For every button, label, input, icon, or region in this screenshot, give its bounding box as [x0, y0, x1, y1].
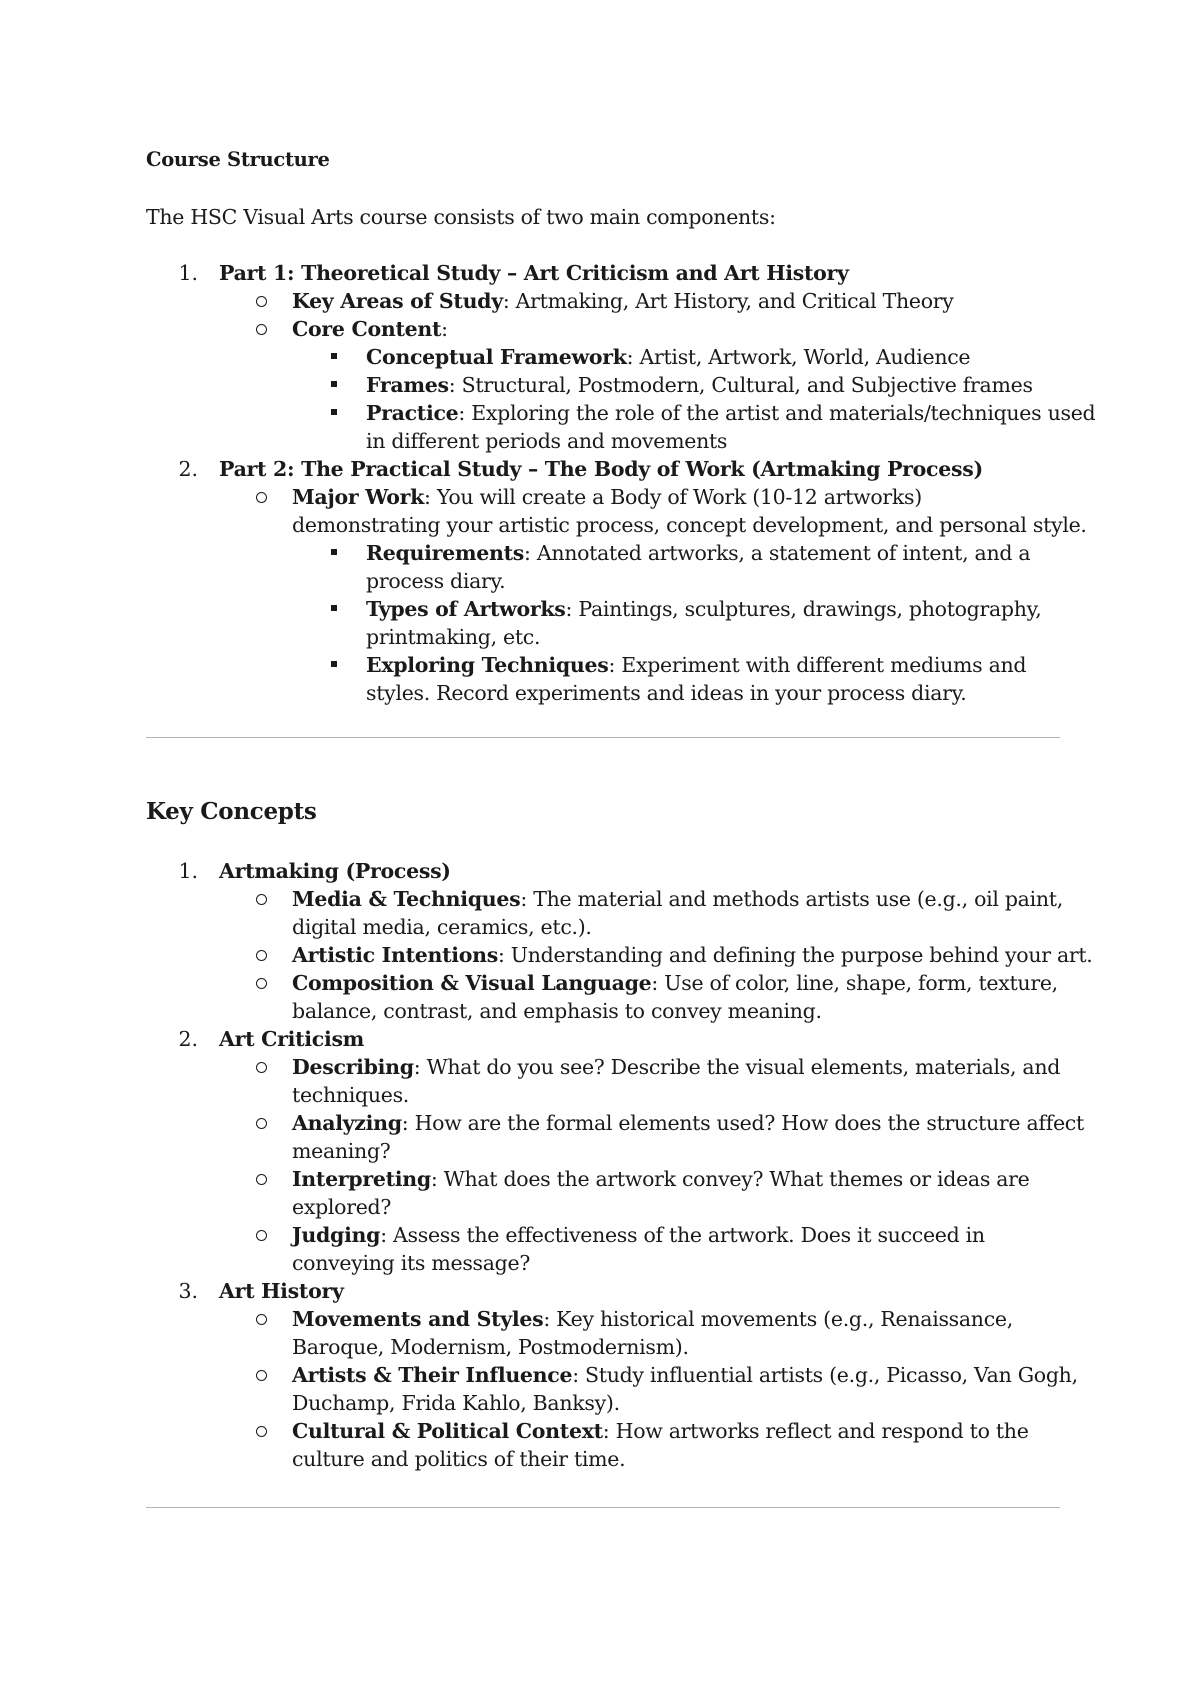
hollow-bullet-icon	[256, 1118, 267, 1129]
horizontal-divider	[146, 1507, 1060, 1508]
concept-title: Art Criticism	[219, 1027, 365, 1051]
hollow-bullet-icon	[256, 1174, 267, 1185]
list-item-continuation: balance, contrast, and emphasis to convey meaning.	[292, 999, 822, 1023]
list-item-continuation: explored?	[292, 1195, 392, 1219]
list-item-continuation: Baroque, Modernism, Postmodernism).	[292, 1335, 689, 1359]
list-item-continuation: digital media, ceramics, etc.).	[292, 915, 592, 939]
list-subitem-continuation: styles. Record experiments and ideas in your process diary.	[366, 681, 967, 705]
square-bullet-icon	[331, 381, 337, 387]
hollow-bullet-icon	[256, 1426, 267, 1437]
list-item-continuation: demonstrating your artistic process, concept development, and personal style.	[292, 513, 1087, 537]
section-heading-key-concepts: Key Concepts	[146, 798, 317, 825]
square-bullet-icon	[331, 409, 337, 415]
part-title: Part 1: Theoretical Study – Art Criticism and Art History	[219, 261, 849, 285]
hollow-bullet-icon	[256, 1230, 267, 1241]
section-heading-course-structure: Course Structure	[146, 148, 330, 171]
square-bullet-icon	[331, 353, 337, 359]
list-item: Core Content:	[292, 317, 448, 341]
list-item-continuation: techniques.	[292, 1083, 410, 1107]
hollow-bullet-icon	[256, 1062, 267, 1073]
list-subitem: Frames: Structural, Postmodern, Cultural, and Subjective frames	[366, 373, 1033, 397]
list-number: 2.	[178, 457, 198, 481]
square-bullet-icon	[331, 661, 337, 667]
list-subitem: Practice: Exploring the role of the artist and materials/techniques used	[366, 401, 1096, 425]
list-item: Major Work: You will create a Body of Work (10-12 artworks)	[292, 485, 922, 509]
list-subitem-continuation: printmaking, etc.	[366, 625, 541, 649]
hollow-bullet-icon	[256, 950, 267, 961]
square-bullet-icon	[331, 549, 337, 555]
concept-title: Artmaking (Process)	[219, 859, 451, 883]
hollow-bullet-icon	[256, 492, 267, 503]
hollow-bullet-icon	[256, 894, 267, 905]
list-number: 3.	[178, 1279, 198, 1303]
list-number: 1.	[178, 261, 198, 285]
list-item: Key Areas of Study: Artmaking, Art History, and Critical Theory	[292, 289, 954, 313]
list-number: 2.	[178, 1027, 198, 1051]
part-title: Part 2: The Practical Study – The Body of Work (Artmaking Process)	[219, 457, 983, 481]
list-item: Analyzing: How are the formal elements used? How does the structure affect	[292, 1111, 1084, 1135]
list-number: 1.	[178, 859, 198, 883]
list-item-continuation: culture and politics of their time.	[292, 1447, 626, 1471]
list-item: Interpreting: What does the artwork convey? What themes or ideas are	[292, 1167, 1030, 1191]
hollow-bullet-icon	[256, 1314, 267, 1325]
list-subitem: Exploring Techniques: Experiment with different mediums and	[366, 653, 1027, 677]
list-subitem-continuation: process diary.	[366, 569, 506, 593]
list-subitem: Conceptual Framework: Artist, Artwork, World, Audience	[366, 345, 971, 369]
list-item: Describing: What do you see? Describe the visual elements, materials, and	[292, 1055, 1061, 1079]
list-item-continuation: Duchamp, Frida Kahlo, Banksy).	[292, 1391, 620, 1415]
list-item: Artistic Intentions: Understanding and defining the purpose behind your art.	[292, 943, 1093, 967]
horizontal-divider	[146, 737, 1060, 738]
list-subitem: Requirements: Annotated artworks, a statement of intent, and a	[366, 541, 1031, 565]
list-subitem-continuation: in different periods and movements	[366, 429, 728, 453]
list-item-continuation: meaning?	[292, 1139, 391, 1163]
hollow-bullet-icon	[256, 296, 267, 307]
hollow-bullet-icon	[256, 324, 267, 335]
list-item: Movements and Styles: Key historical movements (e.g., Renaissance,	[292, 1307, 1013, 1331]
intro-paragraph: The HSC Visual Arts course consists of two main components:	[146, 205, 776, 229]
list-item-continuation: conveying its message?	[292, 1251, 531, 1275]
list-item: Artists & Their Influence: Study influential artists (e.g., Picasso, Van Gogh,	[292, 1363, 1078, 1387]
list-subitem: Types of Artworks: Paintings, sculptures, drawings, photography,	[366, 597, 1042, 621]
hollow-bullet-icon	[256, 1370, 267, 1381]
list-item: Judging: Assess the effectiveness of the artwork. Does it succeed in	[292, 1223, 985, 1247]
concept-title: Art History	[219, 1279, 344, 1303]
list-item: Cultural & Political Context: How artworks reflect and respond to the	[292, 1419, 1029, 1443]
square-bullet-icon	[331, 605, 337, 611]
list-item: Composition & Visual Language: Use of color, line, shape, form, texture,	[292, 971, 1058, 995]
hollow-bullet-icon	[256, 978, 267, 989]
list-item: Media & Techniques: The material and methods artists use (e.g., oil paint,	[292, 887, 1063, 911]
